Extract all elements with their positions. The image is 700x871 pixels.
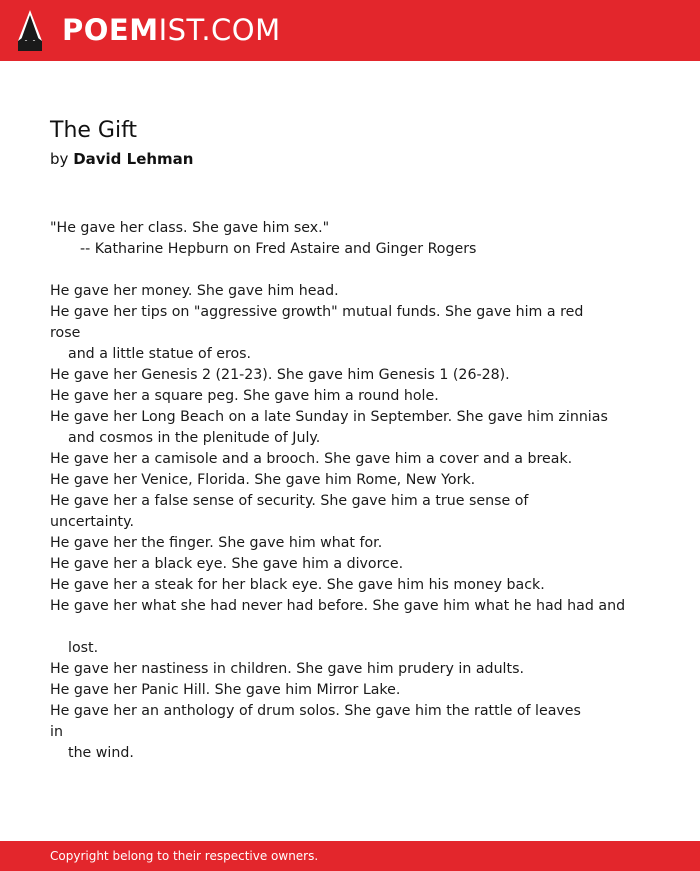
poem-line: He gave her Panic Hill. She gave him Mirror Lake. — [50, 682, 401, 698]
poem-line: He gave her a steak for her black eye. She gave him his money back. — [50, 577, 545, 593]
poem-line: He gave her what she had never had before. She gave him what he had had and — [50, 598, 626, 614]
poem-line: He gave her Genesis 2 (21-23). She gave him Genesis 1 (26-28). — [50, 367, 510, 383]
brand-bold: POEM — [62, 13, 159, 47]
poem-line: He gave her Venice, Florida. She gave him Rome, New York. — [50, 472, 476, 488]
pencil-tip-icon — [18, 10, 42, 51]
site-logo-link[interactable] — [62, 12, 281, 48]
poem-line: lost. — [68, 640, 99, 656]
poem-line: He gave her a camisole and a brooch. She gave him a cover and a break. — [50, 451, 573, 467]
poem-line: and a little statue of eros. — [68, 346, 252, 362]
poem-line: He gave her an anthology of drum solos. She gave him the rattle of leaves — [50, 703, 581, 719]
poem-line: in — [50, 724, 63, 740]
poem-line: "He gave her class. She gave him sex." — [50, 220, 330, 236]
poem-line: He gave her a false sense of security. She gave him a true sense of — [50, 493, 529, 509]
poem-line: He gave her Long Beach on a late Sunday in September. She gave him zinnias — [50, 409, 608, 425]
site-footer — [0, 841, 700, 871]
poem-line: He gave her tips on "aggressive growth" mutual funds. She gave him a red — [50, 304, 584, 320]
copyright-text: Copyright belong to their respective owners. — [50, 849, 319, 863]
poem-line: He gave her the finger. She gave him what for. — [50, 535, 383, 551]
by-label: by — [50, 150, 69, 168]
poem-line: He gave her nastiness in children. She gave him prudery in adults. — [50, 661, 524, 677]
author-name: David Lehman — [73, 150, 194, 168]
site-header — [0, 0, 700, 61]
poem-line: He gave her a black eye. She gave him a divorce. — [50, 556, 404, 572]
byline — [50, 148, 193, 170]
poem-line: and cosmos in the plenitude of July. — [68, 430, 321, 446]
poem-line: the wind. — [68, 745, 134, 761]
brand-light: IST.COM — [158, 13, 281, 47]
poem-title: The Gift — [50, 118, 138, 143]
poem-line: He gave her a square peg. She gave him a round hole. — [50, 388, 439, 404]
poem-line: rose — [50, 325, 81, 341]
poem-line: He gave her money. She gave him head. — [50, 283, 339, 299]
poem-line: uncertainty. — [50, 514, 134, 530]
poem-line: -- Katharine Hepburn on Fred Astaire and Ginger Rogers — [80, 241, 477, 257]
